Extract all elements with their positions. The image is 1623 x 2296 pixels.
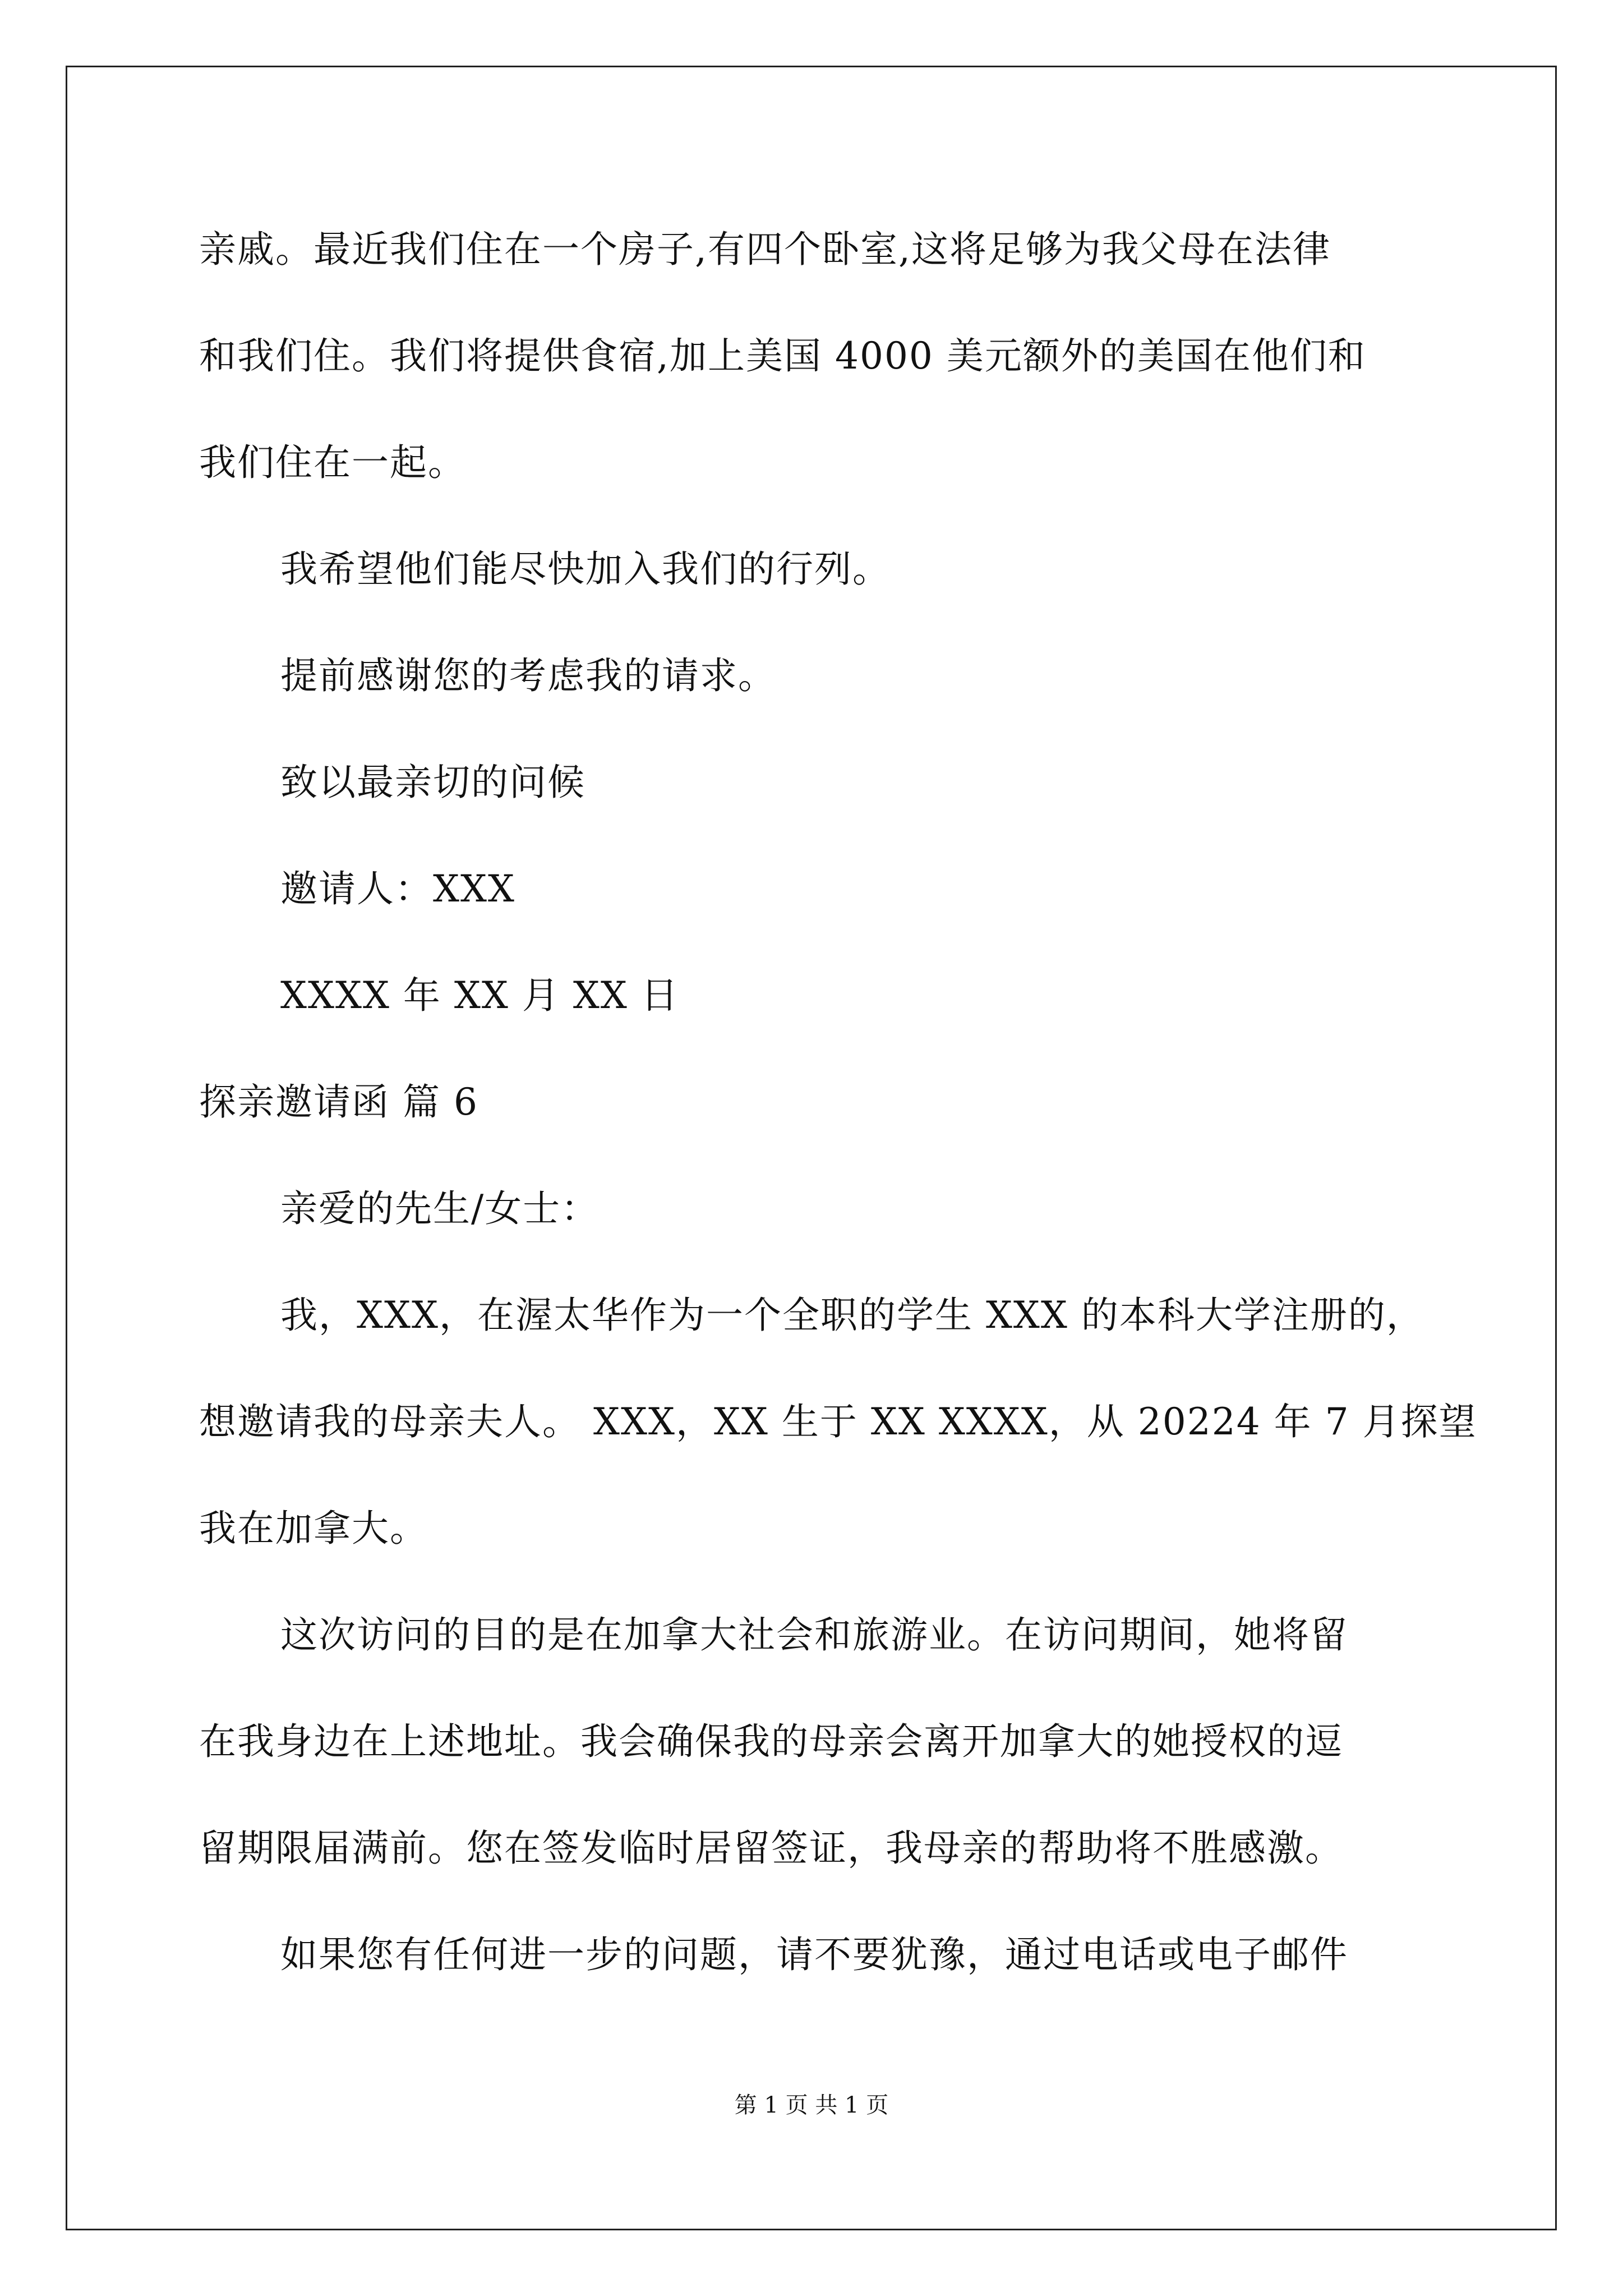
body-line: 想邀请我的母亲夫人。 XXX，XX 生于 XX XXXX，从 20224 年 7 月探望: [199, 1400, 1477, 1443]
body-line: 我希望他们能尽快加入我们的行列。: [280, 547, 891, 591]
salutation-line: 亲爱的先生/女士：: [280, 1187, 600, 1230]
body-line: 亲戚。最近我们住在一个房子,有四个卧室,这将足够为我父母在法律: [199, 228, 1331, 271]
body-line: 我们住在一起。: [199, 441, 466, 484]
date-line: XXXX 年 XX 月 XX 日: [280, 974, 679, 1017]
inviter-line: 邀请人：XXX: [280, 867, 515, 910]
body-line: 我，XXX，在渥太华作为一个全职的学生 XXX 的本科大学注册的，: [280, 1294, 1424, 1337]
body-line: 如果您有任何进一步的问题，请不要犹豫，通过电话或电子邮件: [280, 1933, 1348, 1976]
page-footer: 第 1 页 共 1 页: [734, 2092, 889, 2118]
section-heading: 探亲邀请函 篇 6: [199, 1080, 478, 1124]
closing-line: 致以最亲切的问候: [280, 761, 585, 804]
body-line: 我在加拿大。: [199, 1507, 428, 1550]
body-line: 在我身边在上述地址。我会确保我的母亲会离开加拿大的她授权的逗: [199, 1720, 1343, 1763]
body-line: 提前感谢您的考虑我的请求。: [280, 654, 776, 697]
body-line: 和我们住。我们将提供食宿,加上美国 4000 美元额外的美国在他们和: [199, 334, 1366, 378]
body-line: 留期限届满前。您在签发临时居留签证，我母亲的帮助将不胜感激。: [199, 1826, 1343, 1870]
body-line: 这次访问的目的是在加拿大社会和旅游业。在访问期间，她将留: [280, 1613, 1348, 1657]
page-border: [66, 66, 1557, 2230]
